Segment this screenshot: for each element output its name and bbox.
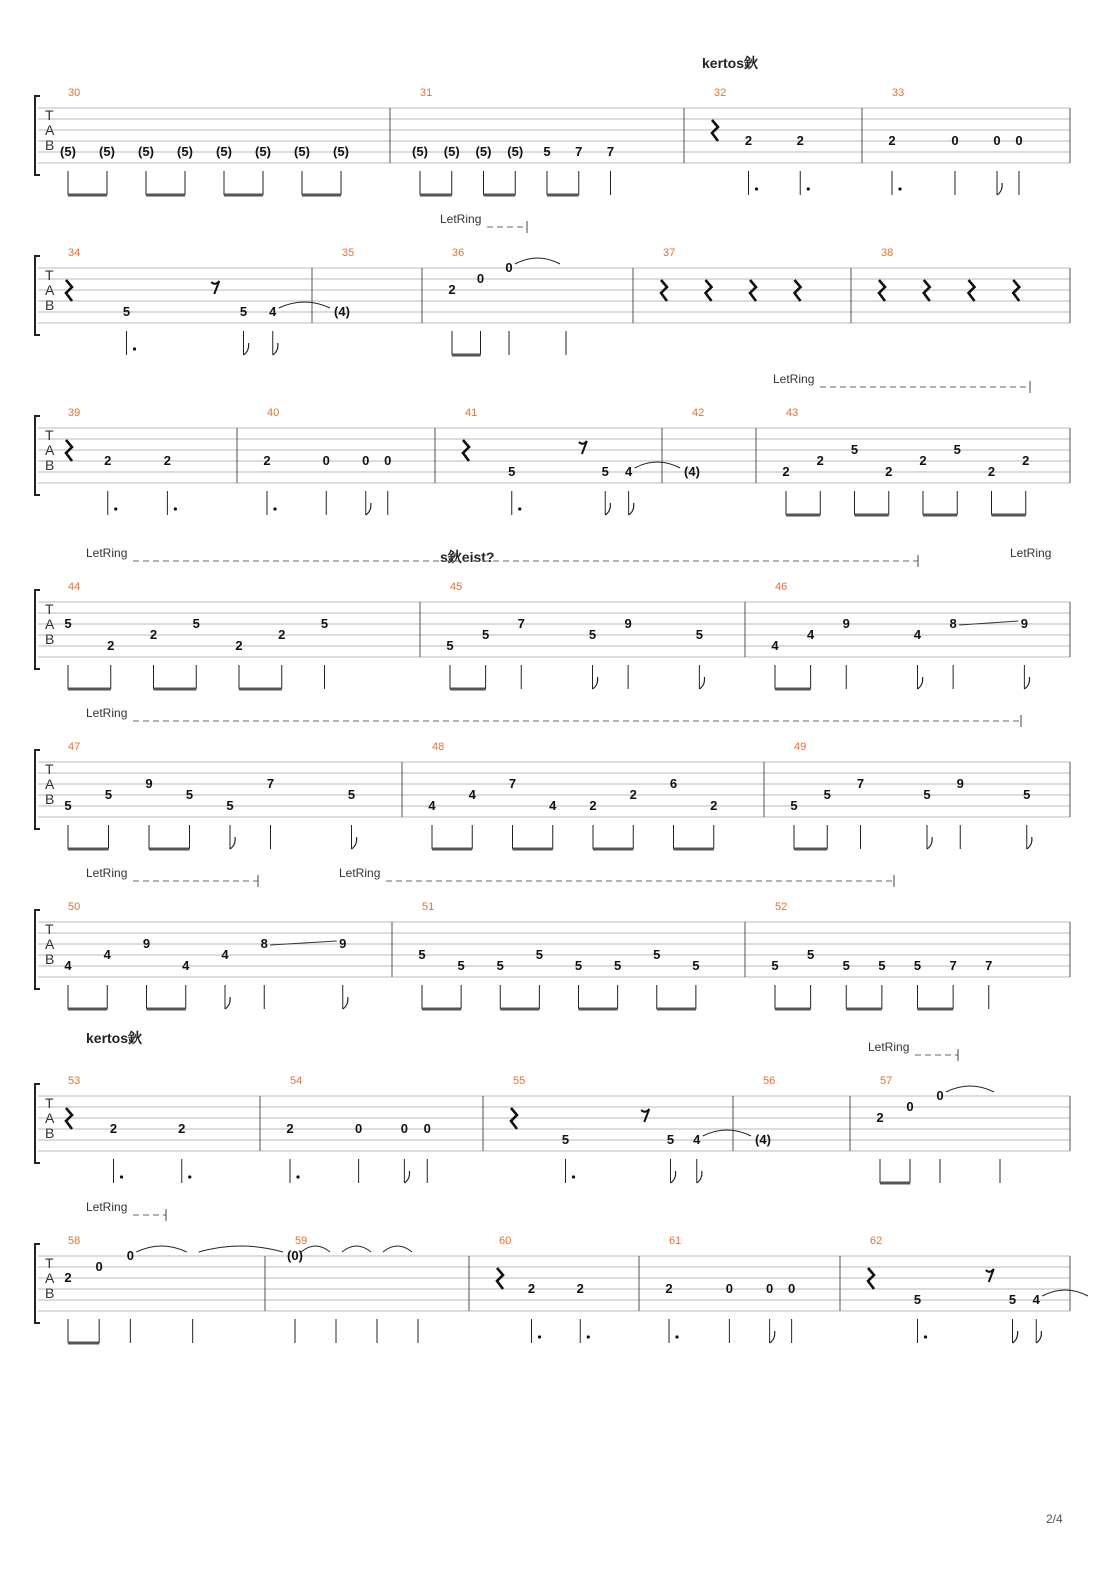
tab-clef-letter: A (45, 442, 55, 458)
fret-number: (4) (684, 464, 700, 479)
let-ring-markers (86, 212, 1051, 1221)
measure-number: 51 (422, 901, 435, 913)
fret-number: 2 (286, 1121, 294, 1136)
eighth-flag (699, 677, 704, 689)
measure-number: 33 (892, 87, 905, 99)
eighth-rest (579, 441, 587, 454)
measure-number: 56 (763, 1075, 776, 1087)
duration-dot (114, 507, 117, 510)
fret-number: 0 (423, 1121, 431, 1136)
fret-number: 0 (400, 1121, 408, 1136)
fret-number: 0 (788, 1281, 796, 1296)
fret-number: (5) (138, 144, 154, 159)
fret-number: 5 (1023, 787, 1031, 802)
duration-dot (188, 1175, 191, 1178)
tab-clef-letter: B (45, 137, 55, 153)
fret-number: (0) (287, 1248, 303, 1263)
measure-number: 42 (692, 407, 705, 419)
fret-number: 9 (1020, 616, 1028, 631)
fret-number: 4 (693, 1132, 701, 1147)
fret-number: 0 (362, 453, 370, 468)
measure-number: 60 (499, 1235, 512, 1247)
tab-clef-letter: B (45, 297, 55, 313)
eighth-flag (997, 183, 1002, 195)
fret-number: 2 (589, 798, 597, 813)
fret-number: 7 (949, 958, 957, 973)
fret-number: 5 (823, 787, 831, 802)
fret-number: 5 (104, 787, 113, 802)
fret-number: 2 (263, 453, 271, 468)
tie-arc (946, 1086, 994, 1092)
duration-dot (587, 1335, 590, 1338)
fret-number: 2 (278, 627, 286, 642)
let-ring-label: LetRing (339, 866, 381, 880)
fret-number: 0 (126, 1248, 134, 1263)
fret-number: (5) (333, 144, 349, 159)
eighth-flag (1013, 1331, 1018, 1343)
fret-number: 5 (953, 442, 961, 457)
fret-number: 2 (629, 787, 637, 802)
fret-number: 5 (226, 798, 234, 813)
measure-number: 44 (68, 581, 81, 593)
tab-clef-letter: A (45, 1270, 55, 1286)
fret-number: 2 (178, 1121, 186, 1136)
duration-dot (572, 1175, 575, 1178)
fret-number: 2 (149, 627, 158, 642)
fret-number: (5) (60, 144, 76, 159)
fret-number: 5 (64, 616, 72, 631)
tab-clef-letter: T (45, 267, 54, 283)
eighth-flag (225, 997, 230, 1009)
fret-number: (5) (475, 144, 492, 159)
fret-number: 8 (949, 616, 957, 631)
eighth-flag (605, 503, 610, 515)
measure-number: 34 (68, 247, 81, 259)
measure-number: 55 (513, 1075, 526, 1087)
tab-system (35, 1235, 1088, 1343)
fret-number: 4 (103, 947, 111, 962)
fret-number: 0 (355, 1121, 363, 1136)
let-ring-label: LetRing (440, 212, 482, 226)
fret-number: (5) (412, 144, 428, 159)
let-ring-label: LetRing (1010, 546, 1052, 560)
measure-number: 30 (68, 87, 81, 99)
eighth-flag (770, 1331, 775, 1343)
fret-number: 2 (987, 464, 996, 479)
tab-clef-letter: A (45, 616, 55, 632)
fret-number: 4 (913, 627, 922, 642)
fret-number: 5 (842, 958, 850, 973)
fret-number: 5 (692, 958, 700, 973)
section-label: s鈥eist? (440, 549, 495, 565)
eighth-flag (671, 1171, 676, 1183)
eighth-rest (641, 1109, 649, 1122)
fret-number: 8 (260, 936, 268, 951)
let-ring-label: LetRing (773, 372, 815, 386)
fret-number: 5 (913, 1292, 922, 1307)
eighth-flag (1027, 837, 1032, 849)
eighth-flag (1036, 1331, 1041, 1343)
eighth-flag (244, 343, 249, 355)
fret-number: 0 (505, 260, 513, 275)
fret-number: 4 (771, 638, 779, 653)
tab-system (35, 741, 1070, 849)
measure-number: 31 (420, 87, 433, 99)
fret-number: 5 (666, 1132, 675, 1147)
eighth-rest (986, 1269, 994, 1282)
measure-number: 32 (714, 87, 727, 99)
fret-number: 2 (885, 464, 893, 479)
measure-number: 38 (881, 247, 894, 259)
eighth-flag (629, 503, 634, 515)
measure-number: 37 (663, 247, 676, 259)
fret-number: (4) (755, 1132, 771, 1147)
tab-clef-letter: B (45, 1285, 55, 1301)
tie-arc (635, 462, 680, 468)
eighth-flag (273, 343, 278, 355)
fret-number: (5) (443, 144, 460, 159)
eighth-flag (1024, 677, 1029, 689)
fret-number: 5 (601, 464, 609, 479)
tie-arc (279, 302, 330, 308)
fret-number: 4 (625, 464, 633, 479)
fret-number: 5 (185, 787, 194, 802)
fret-number: 5 (347, 787, 356, 802)
tab-clef-letter: T (45, 1255, 54, 1271)
measure-number: 45 (450, 581, 463, 593)
tab-clef-letter: A (45, 1110, 55, 1126)
tab-clef-letter: A (45, 282, 55, 298)
fret-number: (5) (255, 144, 271, 159)
duration-dot (133, 347, 136, 350)
fret-number: 0 (725, 1281, 733, 1296)
fret-number: 5 (320, 616, 329, 631)
tab-system (35, 901, 1070, 1009)
fret-number: 5 (122, 304, 131, 319)
fret-number: 5 (64, 798, 72, 813)
section-label: kertos鈥 (86, 1030, 143, 1046)
fret-number: 2 (448, 282, 456, 297)
fret-number: 5 (561, 1132, 570, 1147)
eighth-flag (352, 837, 357, 849)
eighth-flag (927, 837, 932, 849)
fret-number: 2 (527, 1281, 536, 1296)
fret-number: 2 (1022, 453, 1030, 468)
fret-number: 5 (482, 627, 490, 642)
fret-number: 4 (182, 958, 190, 973)
duration-dot (518, 507, 521, 510)
fret-number: (5) (99, 144, 115, 159)
fret-number: 9 (956, 776, 964, 791)
fret-number: 5 (192, 616, 200, 631)
measure-number: 49 (794, 741, 807, 753)
fret-number: 5 (614, 958, 622, 973)
fret-number: 2 (576, 1281, 584, 1296)
fret-number: 4 (1032, 1292, 1040, 1307)
fret-number: 2 (744, 133, 753, 148)
measure-number: 46 (775, 581, 788, 593)
tab-clef-letter: B (45, 457, 55, 473)
fret-number: 5 (923, 787, 931, 802)
measure-number: 35 (342, 247, 355, 259)
tie-arc (383, 1246, 412, 1252)
fret-number: 4 (428, 798, 436, 813)
fret-number: 4 (269, 304, 277, 319)
duration-dot (898, 187, 901, 190)
fret-number: 0 (993, 133, 1001, 148)
tie-arc (342, 1246, 371, 1252)
tab-clef-letter: A (45, 122, 55, 138)
let-ring-label: LetRing (868, 1040, 910, 1054)
fret-number: 5 (457, 958, 465, 973)
fret-number: (5) (507, 144, 524, 159)
fret-number: (5) (177, 144, 193, 159)
fret-number: 9 (842, 616, 850, 631)
fret-number: 2 (665, 1281, 673, 1296)
fret-number: 5 (574, 958, 583, 973)
duration-dot (120, 1175, 123, 1178)
measure-number: 59 (295, 1235, 308, 1247)
fret-number: 2 (107, 638, 115, 653)
measure-number: 50 (68, 901, 81, 913)
let-ring-label: LetRing (86, 706, 128, 720)
fret-number: 5 (508, 464, 516, 479)
duration-dot (807, 187, 810, 190)
measure-number: 36 (452, 247, 465, 259)
eighth-flag (230, 837, 235, 849)
fret-number: 5 (878, 958, 886, 973)
tie-arc (703, 1130, 751, 1136)
fret-number: 5 (535, 947, 543, 962)
duration-dot (538, 1335, 541, 1338)
fret-number: 0 (906, 1099, 914, 1114)
tab-system (35, 407, 1070, 515)
let-ring-label: LetRing (86, 866, 128, 880)
measure-number: 47 (68, 741, 81, 753)
fret-number: 5 (543, 144, 551, 159)
eighth-flag (918, 677, 923, 689)
tab-clef-letter: T (45, 921, 54, 937)
fret-number: 9 (145, 776, 153, 791)
fret-number: 2 (919, 453, 927, 468)
fret-number: 6 (669, 776, 678, 791)
tab-system (35, 581, 1070, 689)
fret-number: 9 (624, 616, 632, 631)
fret-number: 7 (575, 144, 583, 159)
measure-number: 58 (68, 1235, 81, 1247)
fret-number: 5 (695, 627, 703, 642)
let-ring-label: LetRing (86, 546, 128, 560)
measure-number: 40 (267, 407, 280, 419)
tab-system (35, 247, 1070, 355)
tie-arc (515, 258, 560, 264)
fret-number: 5 (446, 638, 454, 653)
duration-dot (675, 1335, 678, 1338)
fret-number: 2 (109, 1121, 118, 1136)
tab-clef-letter: A (45, 776, 55, 792)
eighth-flag (404, 1171, 409, 1183)
fret-number: 2 (163, 453, 171, 468)
fret-number: 0 (951, 133, 959, 148)
fret-number: (5) (294, 144, 310, 159)
fret-number: 5 (807, 947, 815, 962)
page-number: 2/4 (1046, 1512, 1063, 1526)
fret-number: 0 (95, 1259, 103, 1274)
fret-number: (5) (216, 144, 232, 159)
fret-number: 4 (64, 958, 72, 973)
tab-system (35, 1075, 1070, 1183)
fret-number: 9 (339, 936, 347, 951)
measure-number: 41 (465, 407, 478, 419)
tab-clef-letter: T (45, 107, 54, 123)
fret-number: 9 (142, 936, 151, 951)
fret-number: 0 (1015, 133, 1023, 148)
fret-number: 0 (936, 1088, 944, 1103)
duration-dot (924, 1335, 927, 1338)
fret-number: 7 (606, 144, 615, 159)
fret-number: (4) (334, 304, 350, 319)
fret-number: 0 (384, 453, 392, 468)
fret-number: 4 (221, 947, 229, 962)
fret-number: 2 (710, 798, 718, 813)
measure-number: 61 (669, 1235, 682, 1247)
fret-number: 4 (807, 627, 815, 642)
fret-number: 0 (322, 453, 330, 468)
measure-number: 54 (290, 1075, 303, 1087)
tab-clef-letter: A (45, 936, 55, 952)
duration-dot (174, 507, 177, 510)
tab-clef-letter: B (45, 1125, 55, 1141)
tab-clef-letter: T (45, 427, 54, 443)
eighth-flag (343, 997, 348, 1009)
fret-number: 5 (850, 442, 859, 457)
fret-number: 0 (476, 271, 485, 286)
measure-number: 43 (786, 407, 799, 419)
fret-number: 2 (104, 453, 112, 468)
fret-number: 2 (888, 133, 896, 148)
measure-number: 57 (880, 1075, 893, 1087)
fret-number: 7 (517, 616, 525, 631)
tab-clef-letter: T (45, 761, 54, 777)
eighth-rest (211, 281, 219, 294)
fret-number: 2 (876, 1110, 884, 1125)
measure-number: 48 (432, 741, 445, 753)
fret-number: 5 (588, 627, 597, 642)
duration-dot (755, 187, 758, 190)
fret-number: 5 (653, 947, 661, 962)
fret-number: 2 (782, 464, 790, 479)
tab-system (35, 87, 1070, 195)
fret-number: 7 (266, 776, 275, 791)
duration-dot (273, 507, 276, 510)
eighth-flag (593, 677, 598, 689)
fret-number: 0 (766, 1281, 774, 1296)
fret-number: 4 (549, 798, 557, 813)
fret-number: 5 (913, 958, 922, 973)
fret-number: 5 (239, 304, 248, 319)
measure-number: 62 (870, 1235, 883, 1247)
let-ring-label: LetRing (86, 1200, 128, 1214)
tab-clef-letter: T (45, 1095, 54, 1111)
fret-number: 2 (816, 453, 824, 468)
measure-number: 53 (68, 1075, 81, 1087)
eighth-flag (697, 1171, 702, 1183)
measure-number: 52 (775, 901, 788, 913)
fret-number: 7 (508, 776, 517, 791)
section-label: kertos鈥 (702, 55, 759, 71)
fret-number: 5 (1008, 1292, 1017, 1307)
fret-number: 5 (790, 798, 798, 813)
duration-dot (296, 1175, 299, 1178)
fret-number: 5 (496, 958, 504, 973)
tie-arc (1042, 1290, 1088, 1296)
tab-clef-letter: B (45, 631, 55, 647)
tab-clef-letter: T (45, 601, 54, 617)
fret-number: 2 (64, 1270, 72, 1285)
fret-number: 5 (771, 958, 779, 973)
fret-number: 5 (418, 947, 426, 962)
tab-clef-letter: B (45, 791, 55, 807)
tie-arc (199, 1246, 283, 1252)
fret-number: 7 (856, 776, 865, 791)
tab-clef-letter: B (45, 951, 55, 967)
fret-number: 2 (235, 638, 243, 653)
tie-arc (136, 1246, 186, 1252)
eighth-flag (366, 503, 371, 515)
fret-number: 4 (468, 787, 476, 802)
measure-number: 39 (68, 407, 81, 419)
tab-systems (35, 87, 1088, 1343)
fret-number: 7 (985, 958, 993, 973)
fret-number: 2 (796, 133, 804, 148)
